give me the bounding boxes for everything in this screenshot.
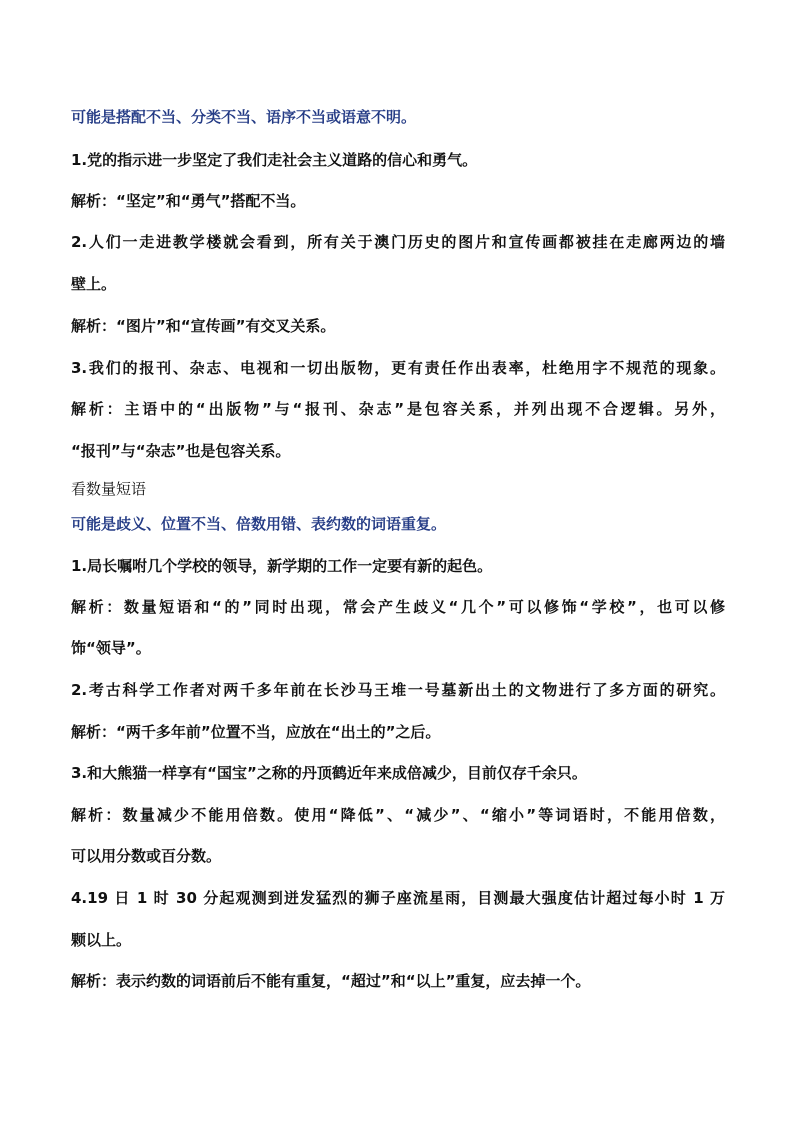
quantity-example-1: 1.局长嘱咐几个学校的领导，新学期的工作一定要有新的起色。 — [71, 557, 493, 575]
analysis-1: 解析：“坚定”和“勇气”搭配不当。 — [71, 192, 306, 210]
example-1: 1.党的指示进一步坚定了我们走社会主义道路的信心和勇气。 — [71, 151, 478, 169]
quantity-example-3: 3.和大熊猫一样享有“国宝”之称的丹顶鹤近年来成倍减少，目前仅存千余只。 — [71, 764, 587, 782]
quantity-example-4-line-2: 颗以上。 — [71, 931, 132, 949]
example-2-line-1: 2.人们一走进教学楼就会看到，所有关于澳门历史的图片和宣传画都被挂在走廊两边的墙 — [71, 233, 725, 251]
heading-quantity-issues: 可能是歧义、位置不当、倍数用错、表约数的词语重复。 — [71, 515, 447, 533]
quantity-analysis-3-line-2: 可以用分数或百分数。 — [71, 847, 222, 865]
analysis-3-line-1: 解析：主语中的“出版物”与“报刊、杂志”是包容关系，并列出现不合逻辑。另外， — [71, 400, 725, 418]
analysis-2: 解析：“图片”和“宣传画”有交叉关系。 — [71, 317, 336, 335]
quantity-analysis-3-line-1: 解析：数量减少不能用倍数。使用“降低”、“减少”、“缩小”等词语时，不能用倍数， — [71, 806, 725, 824]
heading-collocation: 可能是搭配不当、分类不当、语序不当或语意不明。 — [71, 108, 417, 126]
quantity-analysis-4: 解析：表示约数的词语前后不能有重复，“超过”和“以上”重复，应去掉一个。 — [71, 972, 591, 990]
section-heading-quantity: 看数量短语 — [71, 480, 147, 498]
quantity-analysis-1-line-2: 饰“领导”。 — [71, 639, 151, 657]
example-3: 3.我们的报刊、杂志、电视和一切出版物，更有责任作出表率，杜绝用字不规范的现象。 — [71, 359, 725, 377]
quantity-analysis-2: 解析：“两千多年前”位置不当，应放在“出土的”之后。 — [71, 723, 441, 741]
quantity-analysis-1-line-1: 解析：数量短语和“的”同时出现，常会产生歧义“几个”可以修饰“学校”，也可以修 — [71, 598, 725, 616]
quantity-example-4-line-1: 4.19 日 1 时 30 分起观测到迸发猛烈的狮子座流星雨，目测最大强度估计超过每小时 1 万 — [71, 889, 725, 907]
example-2-line-2: 壁上。 — [71, 275, 117, 293]
quantity-example-2: 2.考古科学工作者对两千多年前在长沙马王堆一号墓新出土的文物进行了多方面的研究。 — [71, 681, 725, 699]
analysis-3-line-2: “报刊”与“杂志”也是包容关系。 — [71, 442, 291, 460]
